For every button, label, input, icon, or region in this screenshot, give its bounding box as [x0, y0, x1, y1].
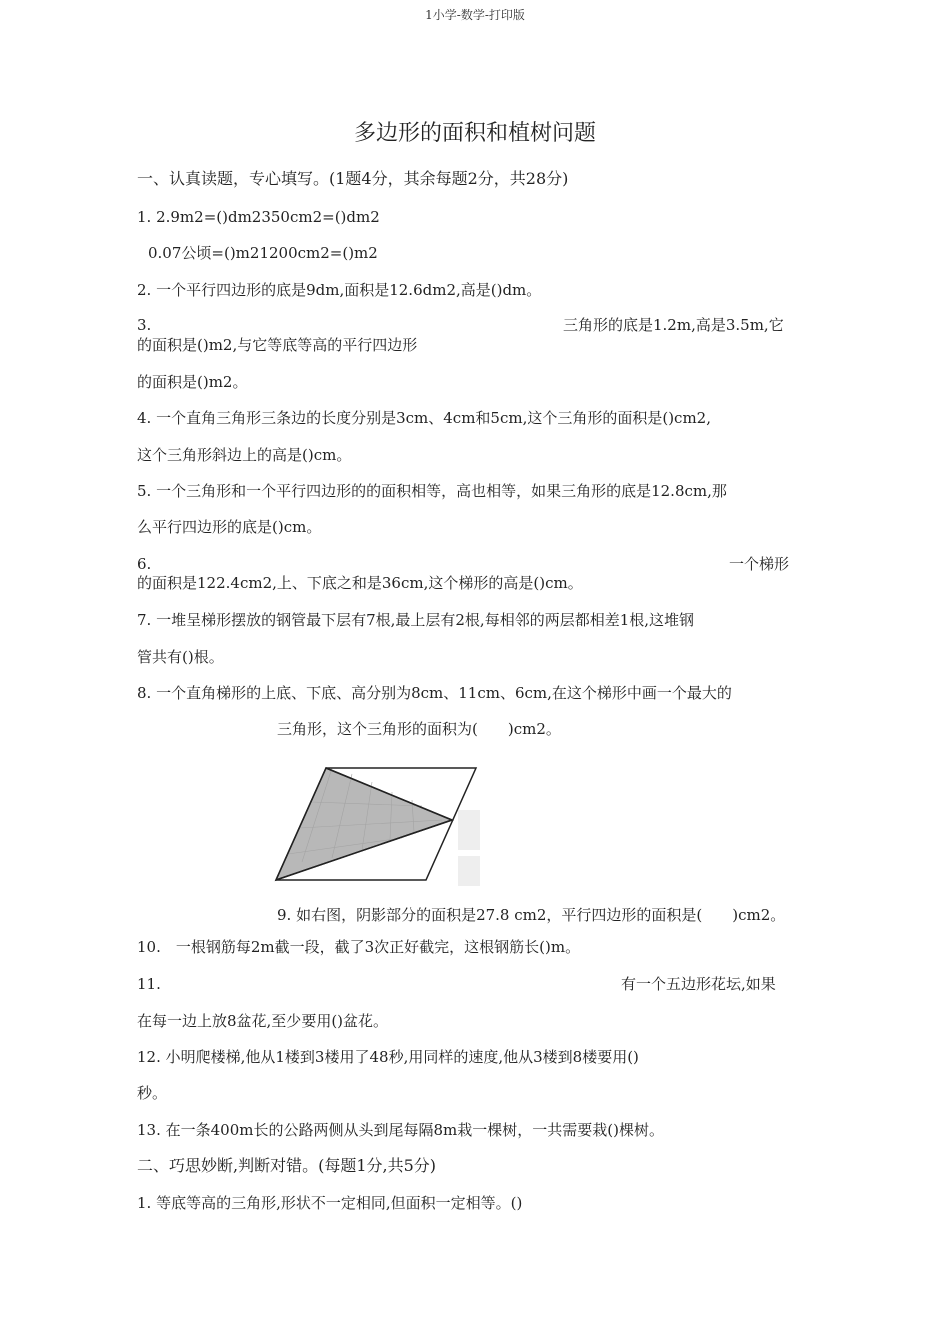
shaded-triangle [276, 768, 452, 880]
question-3-number: 3. [137, 316, 152, 334]
question-4-line-2: 这个三角形斜边上的高是()cm。 [137, 446, 352, 464]
page-title: 多边形的面积和植树问题 [353, 121, 596, 146]
question-10: 10. 一根钢筋每2m截一段，截了3次正好截完，这根钢筋长()m。 [137, 938, 581, 956]
question-11-line-2: 在每一边上放8盆花,至少要用()盆花。 [137, 1012, 389, 1030]
question-5-line-2: 么平行四边形的底是()cm。 [137, 518, 322, 536]
question-6-line-2: 的面积是122.4cm2,上、下底之和是36cm,这个梯形的高是()cm。 [137, 574, 583, 592]
question-4-line-1: 4. 一个直角三角形三条边的长度分别是3cm、4cm和5cm,这个三角形的面积是()cm2, [137, 409, 711, 427]
question-7-line-2: 管共有()根。 [137, 648, 224, 666]
question-6-number: 6. [137, 555, 152, 573]
question-9: 9. 如右图，阴影部分的面积是27.8 cm2，平行四边形的面积是( )cm2。 [277, 906, 786, 924]
parallelogram-figure [272, 762, 482, 886]
page-header: 1小学-数学-打印版 [425, 8, 525, 22]
question-7-line-1: 7. 一堆呈梯形摆放的钢管最下层有7根,最上层有2根,每相邻的两层都相差1根,这堆钢 [137, 611, 695, 629]
section-1-heading: 一、认真读题，专心填写。(1题4分，其余每题2分，共28分) [137, 169, 569, 188]
question-13: 13. 在一条400m长的公路两侧从头到尾每隔8m栽一棵树，一共需要栽()棵树。 [137, 1121, 664, 1139]
figure-watermark [458, 810, 480, 886]
question-2: 2. 一个平行四边形的底是9dm,面积是12.6dm2,高是()dm。 [137, 281, 542, 299]
question-12-line-2: 秒。 [137, 1084, 168, 1102]
question-1-line-2: 0.07公顷=()m21200cm2=()m2 [148, 244, 378, 262]
judgment-1: 1. 等底等高的三角形,形状不一定相同,但面积一定相等。() [137, 1194, 523, 1212]
question-11-number: 11. [137, 975, 161, 993]
section-2-heading: 二、巧思妙断,判断对错。(每题1分,共5分) [137, 1156, 437, 1175]
question-3-line-2: 的面积是()m2,与它等底等高的平行四边形 [137, 336, 418, 354]
question-11-line-1: 有一个五边形花坛,如果 [621, 975, 776, 993]
question-6-line-1: 一个梯形 [729, 555, 790, 573]
question-12-line-1: 12. 小明爬楼梯,他从1楼到3楼用了48秒,用同样的速度,他从3楼到8楼要用() [137, 1048, 639, 1066]
question-5-line-1: 5. 一个三角形和一个平行四边形的的面积相等，高也相等，如果三角形的底是12.8cm,那 [137, 482, 727, 500]
question-3-line-1: 三角形的底是1.2m,高是3.5m,它 [563, 316, 784, 334]
question-8-line-2: 三角形，这个三角形的面积为( )cm2。 [277, 720, 561, 738]
question-1-line-1: 1. 2.9m2=()dm2350cm2=()dm2 [137, 208, 380, 226]
question-3-line-3: 的面积是()m2。 [137, 373, 248, 391]
question-8-line-1: 8. 一个直角梯形的上底、下底、高分别为8cm、11cm、6cm,在这个梯形中画一个最大的 [137, 684, 732, 702]
